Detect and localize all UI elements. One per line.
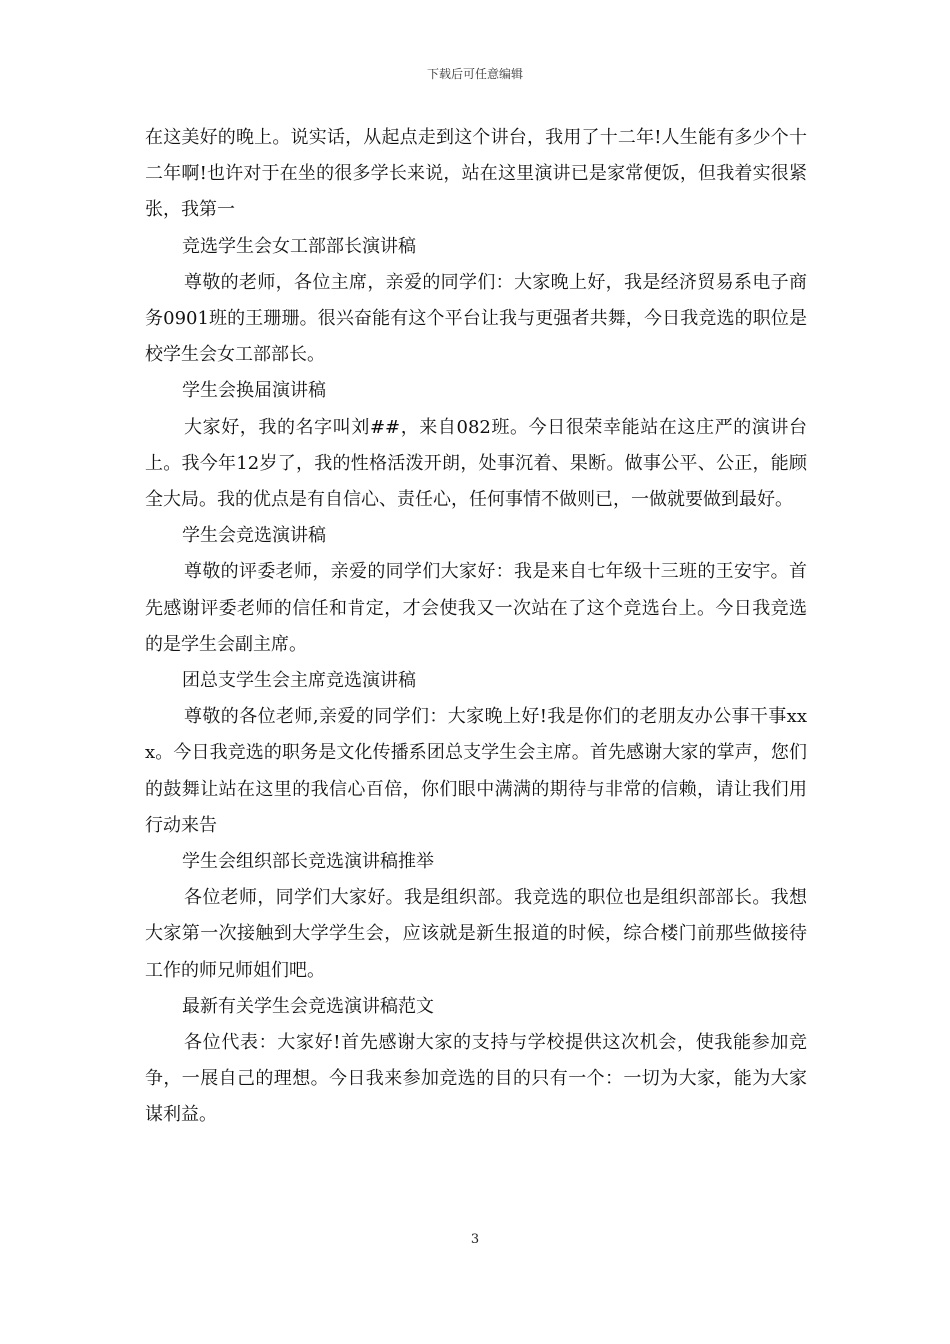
section-heading: 最新有关学生会竞选演讲稿范文 [182,995,434,1017]
page-header: 下载后可任意编辑 [426,67,523,81]
section-heading: 团总支学生会主席竞选演讲稿 [182,670,416,692]
paragraph-continuation: 在这美好的晚上。说实话，从起点走到这个讲台，我用了十二年!人生能有多少个十二年啊!也许对于在坐的很多学长来说，站在这里演讲已是家常便饭，但我着实很紧张，我第一 [145,127,807,221]
paragraph: 尊敬的各位老师,亲爱的同学们：大家晚上好!我是你们的老朋友办公事干事xxx。今日我竞选的职务是文化传播系团总支学生会主席。首先感谢大家的掌声，您们的鼓舞让站在这里的我信心百倍，你们眼中满满的期待与非常的信赖，请让我们用行动来告 [145,706,807,836]
document-body [145,120,807,1134]
paragraph: 尊敬的评委老师，亲爱的同学们大家好：我是来自七年级十三班的王安宇。首先感谢评委老师的信任和肯定，才会使我又一次站在了这个竞选台上。今日我竞选的是学生会副主席。 [145,561,807,655]
paragraph: 大家好，我的名字叫刘##，来自082班。今日很荣幸能站在这庄严的演讲台上。我今年12岁了，我的性格活泼开朗，处事沉着、果断。做事公平、公正，能顾全大局。我的优点是有自信心、责任心，任何事情不做则已，一做就要做到最好。 [145,416,807,511]
page-number: 3 [470,1232,480,1247]
paragraph: 各位代表：大家好!首先感谢大家的支持与学校提供这次机会，使我能参加竞争，一展自己的理想。今日我来参加竞选的目的只有一个：一切为大家，能为大家谋利益。 [145,1032,807,1126]
paragraph: 各位老师，同学们大家好。我是组织部。我竞选的职位也是组织部部长。我想大家第一次接触到大学学生会，应该就是新生报道的时候，综合楼门前那些做接待工作的师兄师姐们吧。 [145,887,807,981]
section-heading: 学生会组织部长竞选演讲稿推举 [182,851,434,873]
section-heading: 学生会竞选演讲稿 [182,525,326,547]
section-heading: 竞选学生会女工部部长演讲稿 [182,235,416,257]
paragraph: 尊敬的老师，各位主席，亲爱的同学们：大家晚上好，我是经济贸易系电子商务0901班的王珊珊。很兴奋能有这个平台让我与更强者共舞，今日我竞选的职位是校学生会女工部部长。 [145,271,807,366]
section-heading: 学生会换届演讲稿 [182,380,326,402]
